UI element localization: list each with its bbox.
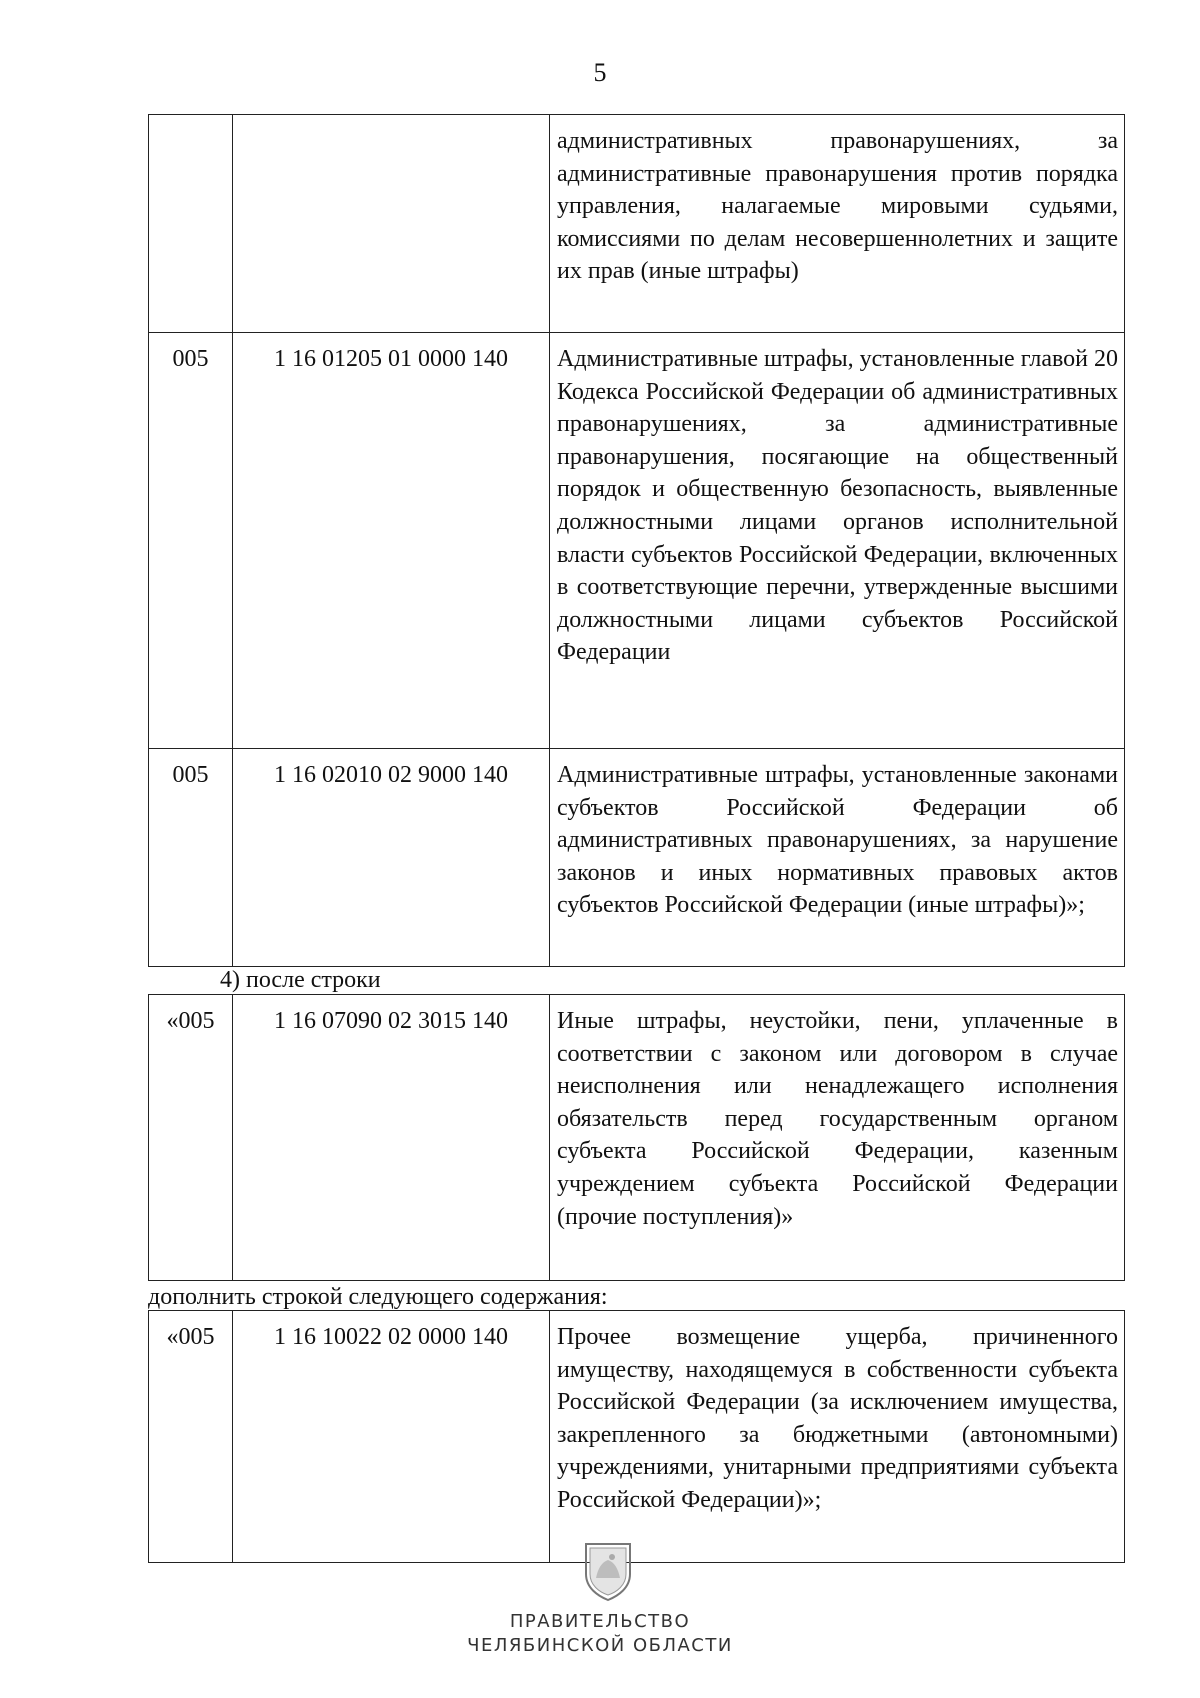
admin-code-cell: 005 — [149, 333, 233, 749]
description-cell: Административные штрафы, установленные законами субъектов Российской Федерации об административных правонарушениях, за нарушение законов и иных нормативных правовых актов субъектов Российской Федерации (иные штрафы)»; — [550, 749, 1125, 967]
budget-codes-table-1 — [148, 114, 1125, 967]
kbk-code-cell: 1 16 10022 02 0000 140 — [233, 1311, 550, 1563]
kbk-code-cell: 1 16 02010 02 9000 140 — [233, 749, 550, 967]
kbk-code-cell: 1 16 01205 01 0000 140 — [233, 333, 550, 749]
supplement-instruction: дополнить строкой следующего содержания: — [148, 1284, 608, 1310]
coat-of-arms-icon — [582, 1540, 634, 1602]
table-row — [149, 995, 1125, 1281]
admin-code-cell: «005 — [149, 1311, 233, 1563]
table-row — [149, 115, 1125, 333]
description-cell: Иные штрафы, неустойки, пени, уплаченные в соответствии с законом или договором в случае неисполнения или ненадлежащего исполнения обязательств перед государственным органом субъекта Российской Федерации, казенным учреждением субъекта Российской Федерации (прочие поступления)» — [550, 995, 1125, 1281]
org-name-line-1: ПРАВИТЕЛЬСТВО — [509, 1611, 691, 1632]
budget-codes-table-2 — [148, 994, 1125, 1281]
page-number: 5 — [593, 58, 607, 87]
kbk-code-cell: 1 16 07090 02 3015 140 — [233, 995, 550, 1281]
admin-code-cell: 005 — [149, 749, 233, 967]
table-row — [149, 333, 1125, 749]
admin-code-cell: «005 — [149, 995, 233, 1281]
budget-codes-table-3 — [148, 1310, 1125, 1563]
description-cell: Административные штрафы, установленные главой 20 Кодекса Российской Федерации об административных правонарушениях, за административные правонарушения, посягающие на общественный порядок и общественную безопасность, выявленные должностными лицами органов исполнительной власти субъектов Российской Федерации, включенных в соответствующие перечни, утвержденные высшими должностными лицами субъектов Российской Федерации — [550, 333, 1125, 749]
admin-code-cell — [149, 115, 233, 333]
kbk-code-cell — [233, 115, 550, 333]
description-cell: Прочее возмещение ущерба, причиненного имуществу, находящемуся в собственности субъекта Российской Федерации (за исключением имущества, закрепленного за бюджетными (автономными) учреждениями, унитарными предприятиями субъекта Российской Федерации)»; — [550, 1311, 1125, 1563]
table-row — [149, 1311, 1125, 1563]
after-line-instruction: 4) после строки — [220, 967, 381, 993]
org-name-line-2: ЧЕЛЯБИНСКОЙ ОБЛАСТИ — [467, 1635, 733, 1656]
table-row — [149, 749, 1125, 967]
description-cell: административных правонарушениях, за административные правонарушения против порядка управления, налагаемые мировыми судьями, комиссиями по делам несовершеннолетних и защите их прав (иные штрафы) — [550, 115, 1125, 333]
